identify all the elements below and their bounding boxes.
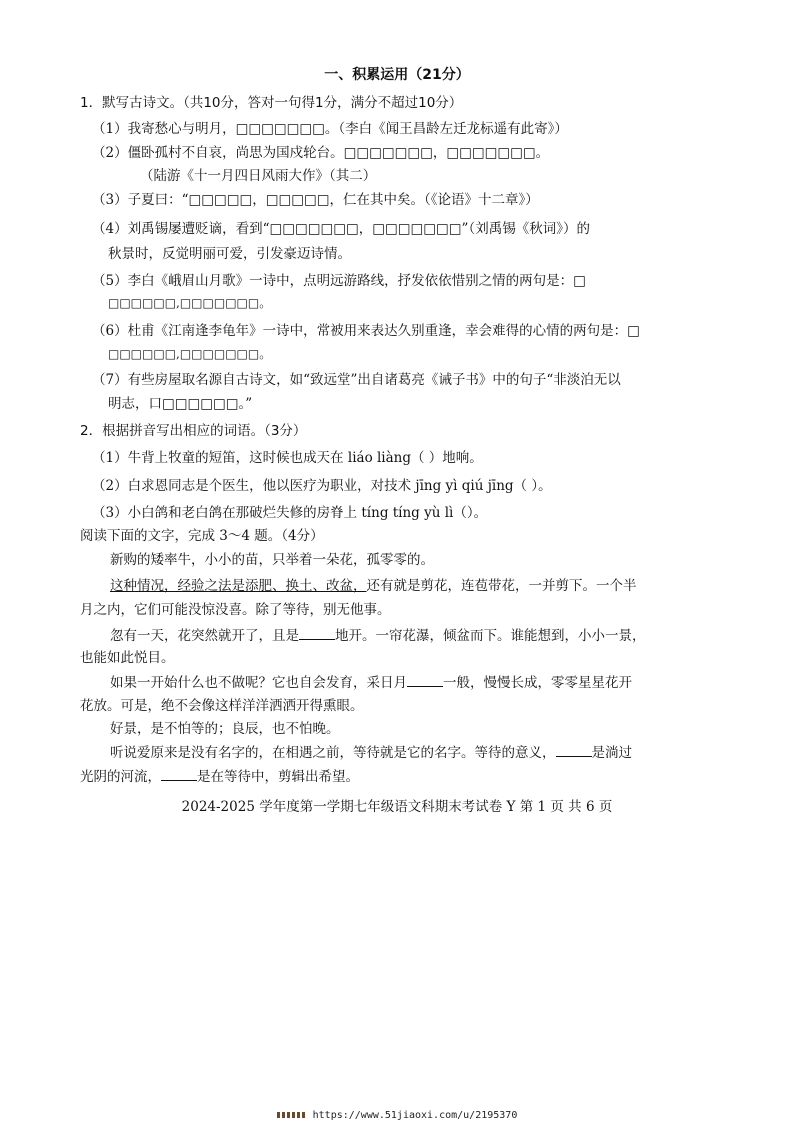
reading-p3 [110, 625, 646, 646]
q1-stem: 1．默写古诗文。（共10分，答对一句得1分，满分不超过10分） [80, 95, 463, 111]
q1-item-6-cont: □□□□□□,□□□□□□□。 [108, 347, 272, 361]
reading-p2-rest: 还有就是剪花，连苞带花，一并剪下。一个半 [366, 578, 637, 594]
q1-item-2-source: （陆游《十一月四日风雨大作》（其二） [140, 168, 377, 184]
reading-p6-line2-a: 光阴的河流， [80, 769, 161, 785]
q2-item-1: （1）牛背上牧童的短笛，这时候也成天在 liáo liàng（ ）地响。 [92, 450, 483, 466]
reading-stem: 阅读下面的文字，完成 3～4 题。（4分） [80, 528, 324, 544]
q1-item-7: （7）有些房屋取名源自古诗文，如“致远堂”出自诸葛亮《诫子书》中的句子“非淡泊无以 [92, 372, 621, 388]
reading-p3-line2: 也能如此悦目。 [80, 650, 175, 666]
watermark [0, 1106, 794, 1126]
reading-p4-line2: 花放。可是，绝不会像这样洋洋洒洒开得熏眼。 [80, 698, 364, 714]
q1-item-5-cont: □□□□□□,□□□□□□□。 [108, 296, 272, 310]
q1-item-6: （6）杜甫《江南逢李龟年》一诗中，常被用来表达久别重逢，幸会难得的心情的两句是：□ [92, 323, 640, 339]
q1-item-4-cont: 秋景时，反觉明丽可爱，引发豪迈诗情。 [108, 246, 351, 262]
reading-p2-line2: 月之内，它们可能没惊没喜。除了等待，别无他事。 [80, 602, 391, 618]
answer-blank-3 [556, 742, 592, 757]
q1-item-1: （1）我寄愁心与明月，□□□□□□□。（李白《闻王昌龄左迁龙标遥有此寄》） [92, 121, 568, 137]
q1-item-2: （2）僵卧孤村不自哀，尚思为国戍轮台。□□□□□□□，□□□□□□□。 [92, 145, 550, 161]
reading-p1: 新购的矮率牛，小小的苗，只举着一朵花，孤零零的。 [110, 552, 434, 568]
reading-p6-line2-b: 是在等待中，剪辑出希望。 [197, 769, 359, 785]
q2-stem: 2．根据拼音写出相应的词语。（3分） [80, 423, 307, 439]
reading-p3-b: 地开。一帘花瀑，倾盆而下。谁能想到，小小一景， [335, 628, 646, 644]
section-title: 一、积累运用（21分） [324, 67, 470, 83]
answer-blank-1 [299, 625, 335, 640]
watermark-logo-icon [277, 1112, 307, 1118]
answer-blank-4 [161, 766, 197, 781]
q1-item-5: （5）李白《峨眉山月歌》一诗中，点明远游路线，抒发依依惜别之情的两句是：□ [92, 273, 586, 289]
reading-p4-b: 一般，慢慢长成，零零星星花开 [443, 675, 632, 691]
q1-item-3: （3）子夏曰：“□□□□□，□□□□□，仁在其中矣。（《论语》十二章》） [92, 192, 539, 208]
q2-item-3: （3）小白鸽和老白鸽在那破烂失修的房脊上 tíng tíng yù lì（）。 [92, 505, 488, 521]
reading-p6-line2 [80, 766, 359, 787]
reading-p6-b: 是淌过 [591, 745, 632, 761]
reading-p2 [110, 576, 637, 596]
q1-item-4: （4）刘禹锡屡遭贬谪，看到“□□□□□□□，□□□□□□□”（刘禹锡《秋词》）的 [92, 221, 590, 237]
watermark-url: https://www.51jiaoxi.com/u/2195370 [312, 1110, 518, 1121]
reading-p4-a: 如果一开始什么也不做呢？它也自会发育，采日月 [110, 675, 407, 691]
q1-item-7-cont: 明志，口□□□□□□。” [108, 396, 253, 412]
q2-item-2: （2）白求恩同志是个医生，他以医疗为职业，对技术 jīng yì qiú jīng（ ）。 [92, 478, 552, 494]
reading-p2-underlined: 这种情况，经验之法是添肥、换土、改盆， [110, 578, 367, 594]
reading-p6-a: 听说爱原来是没有名字的，在相遇之前，等待就是它的名字。等待的意义， [110, 745, 556, 761]
answer-blank-2 [407, 672, 443, 687]
reading-p5: 好景，是不怕等的；良辰，也不怕晚。 [110, 721, 340, 737]
page-footer: 2024-2025 学年度第一学期七年级语文科期末考试卷 Y 第 1 页 共 6 页 [181, 799, 613, 815]
reading-p6 [110, 742, 632, 763]
reading-p4 [110, 672, 632, 693]
reading-p3-a: 忽有一天，花突然就开了，且是 [110, 628, 299, 644]
